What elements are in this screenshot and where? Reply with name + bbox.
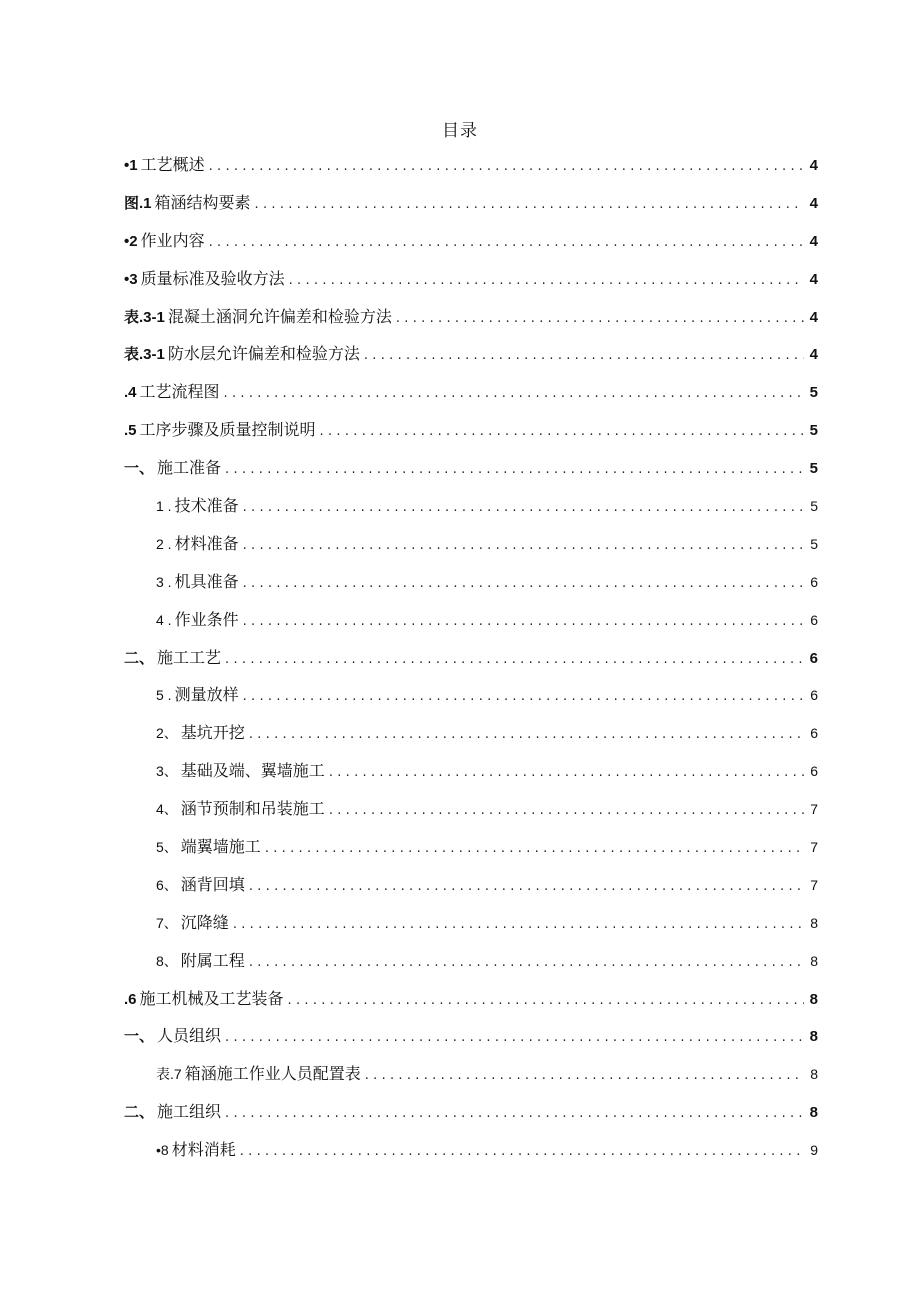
toc-entry-number: •2: [124, 232, 138, 250]
toc-entry-page-number: 4: [809, 346, 818, 364]
toc-entry-number: 表.7: [156, 1066, 182, 1083]
toc-entry-page-number: 7: [810, 839, 818, 856]
toc-entry-page-number: 4: [809, 157, 818, 174]
toc-entry[interactable]: [124, 643, 818, 681]
toc-entry-number: 1 .: [156, 498, 172, 515]
toc-entry[interactable]: [124, 567, 818, 605]
toc-entry-label: 涵背回填: [180, 874, 245, 894]
toc-entry-page-number: 8: [809, 1104, 818, 1122]
toc-entry-label: 作业条件: [174, 609, 239, 629]
toc-entry-page-number: 8: [810, 952, 818, 969]
toc-entry-number: .4: [124, 384, 137, 402]
toc-entry[interactable]: [124, 605, 818, 643]
toc-entry-page-number: 7: [810, 801, 818, 818]
toc-entry-page-number: 4: [809, 232, 818, 250]
toc-dot-leader: [224, 379, 804, 409]
toc-dot-leader: [365, 1061, 804, 1091]
toc-entry[interactable]: [124, 1021, 818, 1059]
toc-entry-page-number: 4: [809, 308, 818, 326]
toc-entry-number: 图.1: [124, 194, 152, 212]
toc-dot-leader: [243, 682, 804, 712]
toc-dot-leader: [288, 986, 804, 1016]
toc-entry-number: 3 .: [156, 573, 172, 590]
toc-entry-label: 基础及端、翼墙施工: [180, 761, 325, 781]
toc-entry-label: 作业内容: [140, 230, 205, 250]
toc-dot-leader: [243, 607, 804, 637]
toc-dot-leader: [249, 720, 804, 750]
toc-entry-page-number: 8: [810, 1066, 818, 1083]
toc-entry[interactable]: [124, 264, 818, 302]
toc-entry-page-number: 9: [810, 1142, 818, 1159]
toc-entry[interactable]: [124, 1097, 818, 1135]
toc-dot-leader: [249, 948, 804, 978]
toc-dot-leader: [209, 228, 804, 258]
toc-dot-leader: [240, 1137, 804, 1167]
toc-entry-label: 施工工艺: [157, 647, 222, 667]
toc-entry[interactable]: [124, 832, 818, 870]
toc-entry-number: 4 .: [156, 611, 172, 628]
toc-title: 目录: [442, 121, 478, 141]
toc-entry-page-number: 5: [810, 535, 818, 552]
toc-entry-number: 6、: [156, 876, 178, 893]
toc-entry-page-number: 6: [810, 611, 818, 628]
toc-entry-label: 基坑开挖: [180, 723, 245, 743]
toc-entry-label: 施工机械及工艺装备: [139, 988, 284, 1008]
toc-entry-number: 5 .: [156, 687, 172, 704]
toc-entry-label: 材料准备: [174, 533, 239, 553]
toc-dot-leader: [243, 493, 804, 523]
toc-entry-label: 端翼墙施工: [180, 837, 261, 857]
toc-entry[interactable]: [124, 794, 818, 832]
toc-dot-leader: [329, 758, 804, 788]
toc-entry-page-number: 5: [809, 460, 818, 478]
toc-dot-leader: [233, 910, 804, 940]
toc-dot-leader: [225, 1099, 804, 1129]
toc-entry[interactable]: [124, 339, 818, 377]
toc-entry-label: 附属工程: [180, 950, 245, 970]
toc-entry-page-number: 4: [809, 270, 818, 288]
toc-entry-number: .6: [124, 990, 137, 1008]
toc-entry-number: 3、: [156, 763, 178, 780]
toc-entry[interactable]: [124, 188, 818, 226]
toc-entry-label: 施工组织: [157, 1102, 222, 1122]
toc-dot-leader: [289, 266, 804, 296]
toc-entry[interactable]: [124, 415, 818, 453]
toc-entry-number: 2、: [156, 725, 178, 742]
toc-entry-label: 人员组织: [157, 1026, 222, 1046]
toc-entry-page-number: 6: [810, 763, 818, 780]
toc-entry[interactable]: [124, 756, 818, 794]
toc-dot-leader: [225, 455, 804, 485]
toc-entry-label: 沉降缝: [180, 912, 229, 932]
toc-dot-leader: [243, 531, 804, 561]
toc-dot-leader: [396, 304, 804, 334]
toc-entry-page-number: 6: [810, 725, 818, 742]
toc-entry-number: 7、: [156, 914, 178, 931]
toc-dot-leader: [243, 569, 804, 599]
toc-dot-leader: [265, 834, 804, 864]
toc-entry-label: 涵节预制和吊装施工: [180, 799, 325, 819]
toc-entry-label: 机具准备: [174, 571, 239, 591]
toc-entry-number: .5: [124, 422, 137, 440]
toc-entry-number: 2 .: [156, 535, 172, 552]
toc-entry-number: 一、: [124, 1028, 155, 1046]
toc-dot-leader: [249, 872, 804, 902]
toc-entry[interactable]: [124, 529, 818, 567]
toc-entry[interactable]: [124, 870, 818, 908]
toc-entry-page-number: 8: [810, 914, 818, 931]
toc-entry[interactable]: [124, 984, 818, 1022]
toc-entry-number: 表.3-1: [124, 308, 165, 326]
toc-entry-label: 工艺概述: [140, 155, 205, 174]
toc-entry[interactable]: [124, 1135, 818, 1173]
toc-dot-leader: [255, 190, 804, 220]
toc-dot-leader: [364, 341, 804, 371]
toc-entry[interactable]: [124, 946, 818, 984]
toc-entry-number: 5、: [156, 839, 178, 856]
toc-entry[interactable]: [124, 453, 818, 491]
toc-entry-number: 表.3-1: [124, 346, 165, 364]
toc-entry[interactable]: [124, 718, 818, 756]
toc-entry[interactable]: [124, 1059, 818, 1097]
toc-entry-page-number: 5: [809, 384, 818, 402]
toc-entry[interactable]: [124, 377, 818, 415]
toc-entry-page-number: 8: [809, 990, 818, 1008]
toc-dot-leader: [320, 417, 804, 447]
toc-entry-number: 二、: [124, 1104, 155, 1122]
toc-entry-label: 工序步骤及质量控制说明: [139, 420, 316, 440]
toc-entry-label: 防水层允许偏差和检验方法: [167, 344, 360, 364]
toc-entry-page-number: 8: [809, 1028, 818, 1046]
toc-entry-page-number: 6: [809, 649, 818, 667]
toc-dot-leader: [209, 152, 804, 182]
toc-entry-label: 混凝土涵洞允许偏差和检验方法: [167, 306, 392, 326]
toc-entry-label: 施工准备: [157, 458, 222, 478]
toc-entry-number: 8、: [156, 952, 178, 969]
toc-dot-leader: [225, 1023, 804, 1053]
toc-entry-page-number: 5: [810, 498, 818, 515]
toc-entry-label: 工艺流程图: [139, 382, 220, 402]
toc-entry-page-number: 7: [810, 876, 818, 893]
toc-entry-page-number: 6: [810, 573, 818, 590]
toc-dot-leader: [225, 645, 804, 675]
toc-entry[interactable]: [124, 226, 818, 264]
toc-entry-number: 二、: [124, 649, 155, 667]
toc-entry[interactable]: [124, 908, 818, 946]
toc-entry-page-number: 5: [809, 422, 818, 440]
toc-entry-number: 4、: [156, 801, 178, 818]
toc-entry-number: 一、: [124, 460, 155, 478]
toc-entry[interactable]: [124, 150, 818, 188]
toc-entry[interactable]: [124, 680, 818, 718]
toc-entry-label: 质量标准及验收方法: [140, 268, 285, 288]
toc-entry[interactable]: [124, 491, 818, 529]
toc-dot-leader: [329, 796, 804, 826]
table-of-contents: [124, 150, 818, 1173]
toc-entry-label: 箱涵施工作业人员配置表: [184, 1064, 361, 1084]
toc-entry-number: •3: [124, 270, 138, 288]
toc-entry-label: 材料消耗: [171, 1140, 236, 1160]
toc-entry[interactable]: [124, 302, 818, 340]
toc-entry-page-number: 6: [810, 687, 818, 704]
toc-entry-page-number: 4: [809, 194, 818, 212]
toc-entry-label: 箱涵结构要素: [154, 192, 251, 212]
toc-entry-label: 技术准备: [174, 496, 239, 516]
toc-entry-number: •1: [124, 157, 138, 174]
toc-entry-label: 测量放样: [174, 685, 239, 705]
toc-entry-number: •8: [156, 1142, 169, 1159]
